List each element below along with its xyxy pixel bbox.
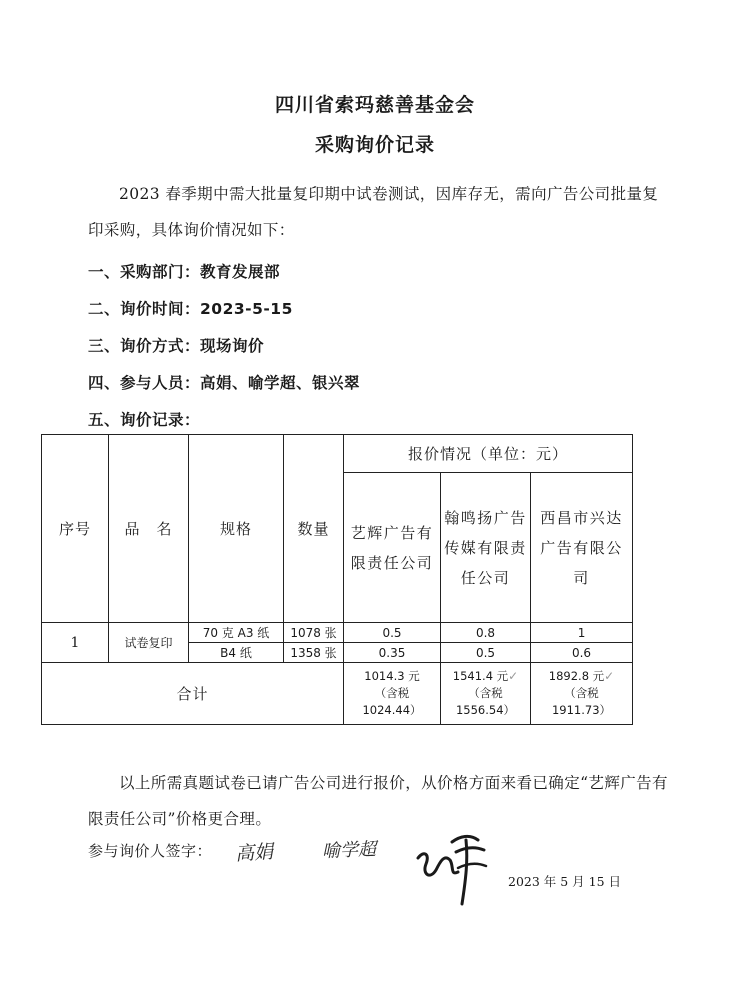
total-yihui — [344, 663, 441, 725]
quote-table — [41, 434, 633, 725]
row1-price-xingda: 1 — [531, 623, 633, 643]
total-hanmingyang-amount: 1541.4 元 — [452, 669, 509, 683]
conclusion-paragraph: 以上所需真题试卷已请广告公司进行报价，从价格方面来看已确定“艺辉广告有限责任公司”价格更合理。 — [88, 774, 668, 828]
row2-price-hanmingyang: 0.5 — [441, 643, 531, 663]
signature-yuxuechao — [322, 835, 377, 863]
signature-gaojuan — [234, 837, 274, 867]
row1-index: 1 — [42, 623, 109, 663]
intro-paragraph: 2023 春季期中需大批量复印期中试卷测试，因库存无，需向广告公司批量复印采购，具体询价情况如下： — [88, 185, 659, 239]
document-date: 2023 年 5 月 15 日 — [508, 874, 622, 889]
item-inquiry-record: 五、询价记录： — [88, 411, 201, 429]
row2-qty: 1358 张 — [284, 643, 344, 663]
row1-product: 试卷复印 — [109, 623, 189, 663]
document-title: 采购询价记录 — [314, 134, 435, 156]
header-spec: 规格 — [189, 435, 284, 623]
check-mark-icon: ✓ — [604, 669, 615, 683]
row1-spec: 70 克 A3 纸 — [189, 623, 284, 643]
signature-yinxingcui — [400, 820, 510, 910]
total-xingda-tax-value: 1911.73） — [551, 703, 612, 717]
company-yihui: 艺辉广告有限责任公司 — [344, 473, 441, 623]
row2-spec: B4 纸 — [189, 643, 284, 663]
row1-price-hanmingyang: 0.8 — [441, 623, 531, 643]
total-hanmingyang-tax-value: 1556.54） — [455, 703, 516, 717]
header-index: 序号 — [42, 435, 109, 623]
item-department: 一、采购部门：教育发展部 — [88, 263, 281, 281]
row1-qty: 1078 张 — [284, 623, 344, 643]
header-product: 品 名 — [109, 435, 189, 623]
organization-title: 四川省索玛慈善基金会 — [274, 94, 475, 116]
item-inquiry-method: 三、询价方式：现场询价 — [88, 337, 265, 355]
item-inquiry-time: 二、询价时间：2023-5-15 — [88, 300, 293, 318]
item-participants: 四、参与人员：高娟、喻学超、银兴翠 — [88, 374, 361, 392]
signature-label: 参与询价人签字： — [88, 842, 213, 860]
header-quote-group: 报价情况（单位：元） — [344, 435, 633, 473]
check-mark-icon: ✓ — [508, 669, 519, 683]
row1-price-yihui: 0.5 — [344, 623, 441, 643]
signature-name-1: 高娟 — [234, 840, 274, 866]
total-yihui-tax-value: 1024.44） — [362, 703, 422, 717]
total-xingda — [531, 663, 633, 725]
company-hanmingyang: 翰鸣扬广告传媒有限责任公司 — [441, 473, 531, 623]
total-hanmingyang-tax-label: （含税 — [468, 686, 503, 700]
total-yihui-tax-label: （含税 — [374, 686, 410, 700]
total-yihui-amount: 1014.3 元 — [364, 669, 420, 683]
company-xingda: 西昌市兴达广告有限公司 — [531, 473, 633, 623]
header-qty: 数量 — [284, 435, 344, 623]
row2-price-xingda: 0.6 — [531, 643, 633, 663]
row2-price-yihui: 0.35 — [344, 643, 441, 663]
total-xingda-tax-label: （含税 — [564, 686, 599, 700]
total-hanmingyang — [441, 663, 531, 725]
total-xingda-amount: 1892.8 元 — [548, 669, 605, 683]
total-label: 合计 — [42, 663, 344, 725]
signature-name-2: 喻学超 — [321, 839, 377, 862]
